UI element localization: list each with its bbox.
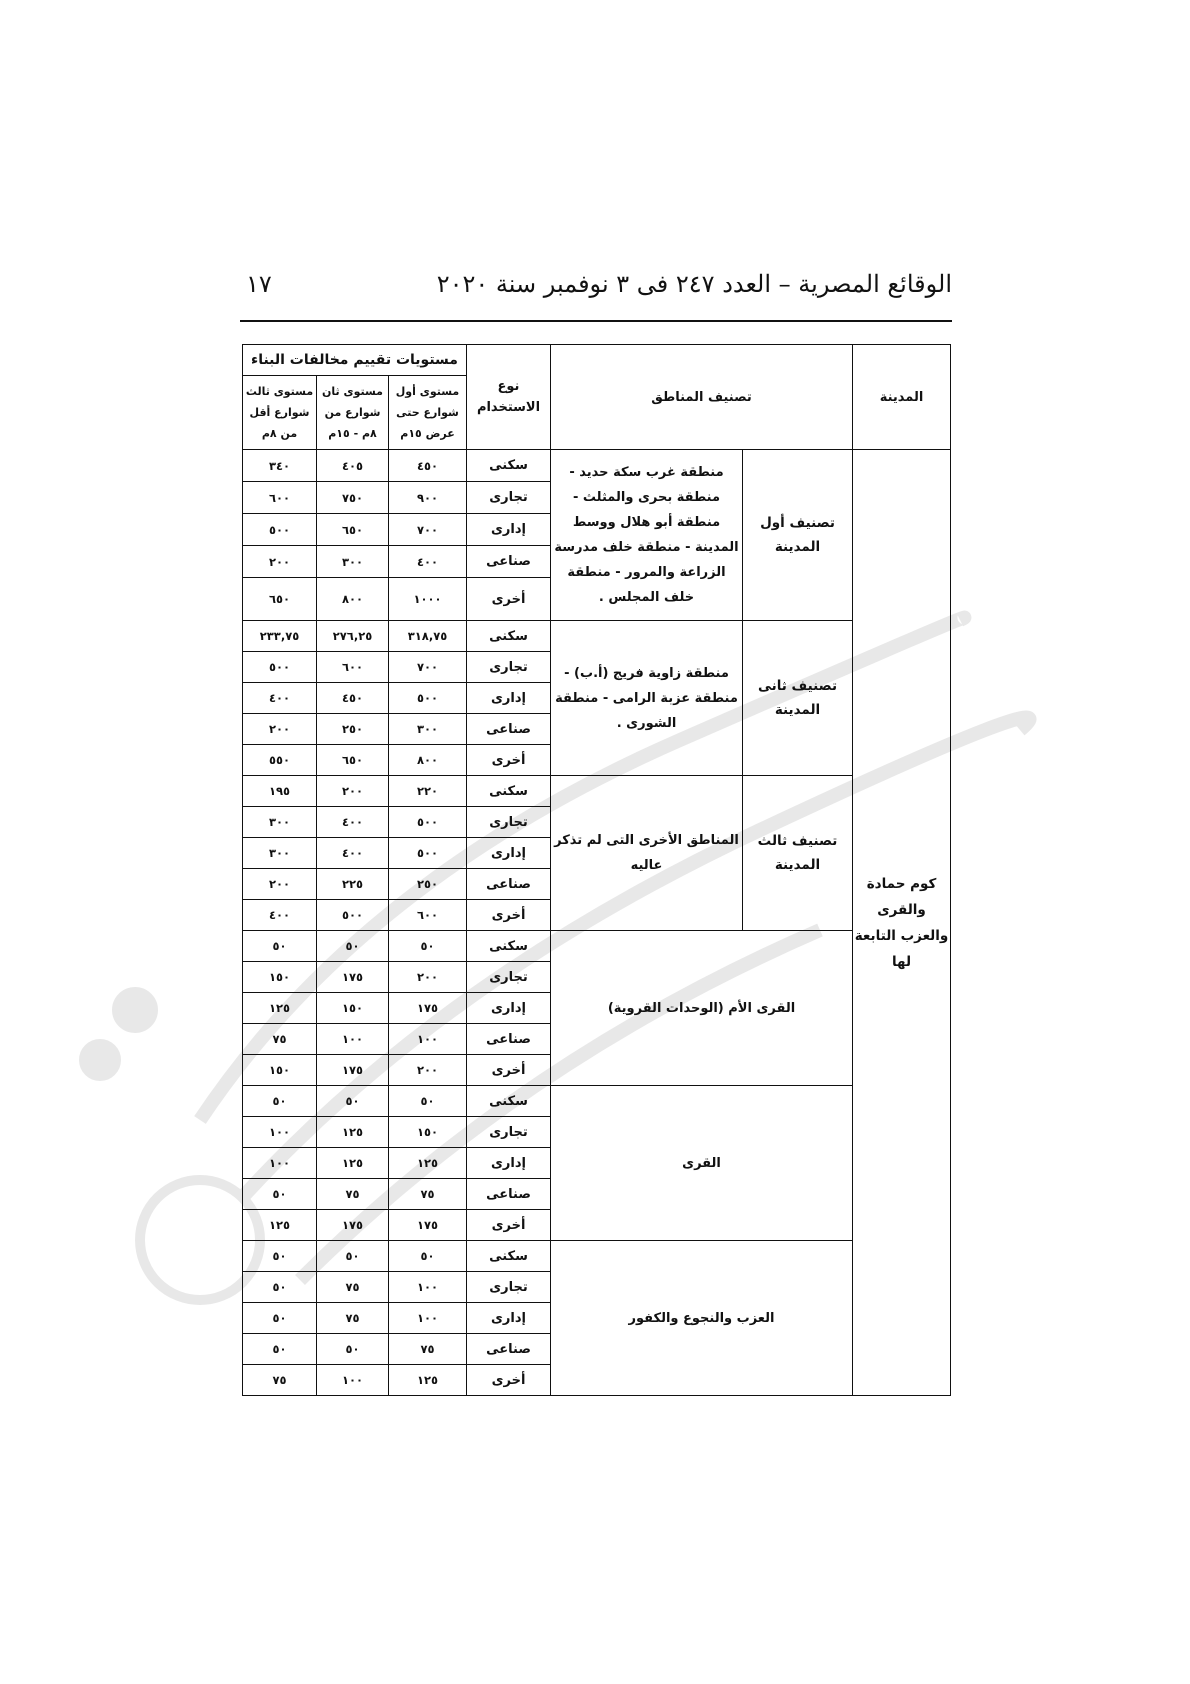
- gazette-title: الوقائع المصرية – العدد ٢٤٧ فى ٣ نوفمبر سنة ٢٠٢٠: [436, 270, 952, 298]
- zone-classification: تصنيف أول المدينة: [743, 450, 853, 621]
- level-1-value: ١٢٥: [389, 1365, 467, 1396]
- level-1-value: ٢٠٠: [389, 962, 467, 993]
- level-3-value: ٥٠: [243, 931, 317, 962]
- level-3-value: ٦٠٠: [243, 482, 317, 514]
- level-1-value: ٤٥٠: [389, 450, 467, 482]
- level-2-value: ٧٥: [317, 1179, 389, 1210]
- city-name: كوم حمادة والقرى والعزب التابعة لها: [853, 450, 951, 1396]
- use-type-cell: سكنى: [467, 450, 551, 482]
- level-2-value: ٦٥٠: [317, 745, 389, 776]
- level-3-value: ١٥٠: [243, 962, 317, 993]
- level-1-value: ٢٢٠: [389, 776, 467, 807]
- level-3-value: ٥٠: [243, 1179, 317, 1210]
- level-2-value: ٢٥٠: [317, 714, 389, 745]
- use-type-cell: سكنى: [467, 776, 551, 807]
- header-city: المدينة: [853, 345, 951, 450]
- level-3-value: ٥٠: [243, 1241, 317, 1272]
- level-3-value: ٥٠٠: [243, 514, 317, 546]
- use-type-cell: أخرى: [467, 1055, 551, 1086]
- table-row: [243, 1241, 951, 1272]
- zone-areas: القرى الأم (الوحدات القروية): [551, 931, 853, 1086]
- level-2-value: ٥٠: [317, 1334, 389, 1365]
- level-3-value: ٣٠٠: [243, 807, 317, 838]
- level-1-value: ٩٠٠: [389, 482, 467, 514]
- use-type-cell: تجارى: [467, 807, 551, 838]
- level-3-value: ١٠٠: [243, 1117, 317, 1148]
- use-type-cell: تجارى: [467, 1272, 551, 1303]
- level-2-value: ١٠٠: [317, 1365, 389, 1396]
- level-3-value: ٢٠٠: [243, 869, 317, 900]
- level-3-value: ٣٤٠: [243, 450, 317, 482]
- use-type-cell: تجارى: [467, 1117, 551, 1148]
- level-1-value: ٢٠٠: [389, 1055, 467, 1086]
- use-type-cell: تجارى: [467, 482, 551, 514]
- level-2-value: ١٠٠: [317, 1024, 389, 1055]
- use-type-cell: إدارى: [467, 838, 551, 869]
- use-type-cell: إدارى: [467, 1148, 551, 1179]
- level-1-value: ١٧٥: [389, 993, 467, 1024]
- header-level-3: مستوى ثالث شوارع أقل من ٨م: [243, 376, 317, 450]
- use-type-cell: صناعى: [467, 1024, 551, 1055]
- level-2-value: ٢٧٦,٢٥: [317, 621, 389, 652]
- use-type-cell: أخرى: [467, 900, 551, 931]
- level-1-value: ٥٠: [389, 931, 467, 962]
- header-zones: تصنيف المناطق: [551, 345, 853, 450]
- level-3-value: ١٢٥: [243, 1210, 317, 1241]
- use-type-cell: صناعى: [467, 1179, 551, 1210]
- level-2-value: ٢٠٠: [317, 776, 389, 807]
- header-levels-group: مستويات تقييم مخالفات البناء: [243, 345, 467, 376]
- header-level-2: مستوى ثان شوارع من ٨م - ١٥م: [317, 376, 389, 450]
- use-type-cell: إدارى: [467, 993, 551, 1024]
- level-2-value: ٧٥: [317, 1272, 389, 1303]
- level-2-value: ٢٢٥: [317, 869, 389, 900]
- table-row: [243, 931, 951, 962]
- level-2-value: ٧٥: [317, 1303, 389, 1334]
- level-2-value: ١٥٠: [317, 993, 389, 1024]
- level-2-value: ٥٠٠: [317, 900, 389, 931]
- use-type-cell: تجارى: [467, 962, 551, 993]
- zone-areas: المناطق الأخرى التى لم تذكر عاليه: [551, 776, 743, 931]
- use-type-cell: تجارى: [467, 652, 551, 683]
- level-2-value: ١٧٥: [317, 1055, 389, 1086]
- level-1-value: ١٠٠: [389, 1303, 467, 1334]
- use-type-cell: أخرى: [467, 745, 551, 776]
- level-2-value: ٤٥٠: [317, 683, 389, 714]
- level-3-value: ٥٠: [243, 1086, 317, 1117]
- level-3-value: ٧٥: [243, 1024, 317, 1055]
- zone-classification: تصنيف ثانى المدينة: [743, 621, 853, 776]
- table-row: [243, 1086, 951, 1117]
- use-type-cell: سكنى: [467, 621, 551, 652]
- zone-areas: منطقة غرب سكة حديد - منطقة بحرى والمثلث - منطقة أبو هلال ووسط المدينة - منطقة خلف مدرسة الزراعة والمرور - منطقة خلف المجلس .: [551, 450, 743, 621]
- level-3-value: ١٠٠: [243, 1148, 317, 1179]
- level-2-value: ٤٠٠: [317, 807, 389, 838]
- level-1-value: ٦٠٠: [389, 900, 467, 931]
- use-type-cell: أخرى: [467, 578, 551, 621]
- level-1-value: ٣٠٠: [389, 714, 467, 745]
- level-3-value: ٥٠: [243, 1303, 317, 1334]
- page-number: ١٧: [246, 270, 272, 298]
- level-1-value: ١٠٠٠: [389, 578, 467, 621]
- level-2-value: ١٢٥: [317, 1148, 389, 1179]
- zone-areas: القرى: [551, 1086, 853, 1241]
- level-2-value: ٤٠٠: [317, 838, 389, 869]
- level-3-value: ٢٣٣,٧٥: [243, 621, 317, 652]
- use-type-cell: أخرى: [467, 1210, 551, 1241]
- zone-areas: العزب والنجوع والكفور: [551, 1241, 853, 1396]
- use-type-cell: صناعى: [467, 546, 551, 578]
- level-3-value: ١٥٠: [243, 1055, 317, 1086]
- level-2-value: ٥٠: [317, 931, 389, 962]
- level-2-value: ٣٠٠: [317, 546, 389, 578]
- use-type-cell: إدارى: [467, 514, 551, 546]
- zone-classification: تصنيف ثالث المدينة: [743, 776, 853, 931]
- level-2-value: ١٧٥: [317, 1210, 389, 1241]
- level-2-value: ٦٥٠: [317, 514, 389, 546]
- level-2-value: ٨٠٠: [317, 578, 389, 621]
- level-3-value: ٥٠: [243, 1272, 317, 1303]
- level-2-value: ٧٥٠: [317, 482, 389, 514]
- level-3-value: ٧٥: [243, 1365, 317, 1396]
- header-use-type: نوع الاستخدام: [467, 345, 551, 450]
- level-3-value: ٣٠٠: [243, 838, 317, 869]
- use-type-cell: صناعى: [467, 1334, 551, 1365]
- table-row: [243, 450, 951, 482]
- level-1-value: ٧٠٠: [389, 652, 467, 683]
- level-1-value: ٧٠٠: [389, 514, 467, 546]
- level-1-value: ٨٠٠: [389, 745, 467, 776]
- level-2-value: ٦٠٠: [317, 652, 389, 683]
- level-3-value: ٥٠: [243, 1334, 317, 1365]
- violations-table: [242, 344, 951, 1396]
- level-1-value: ١٠٠: [389, 1024, 467, 1055]
- use-type-cell: صناعى: [467, 714, 551, 745]
- level-1-value: ١٥٠: [389, 1117, 467, 1148]
- level-2-value: ١٢٥: [317, 1117, 389, 1148]
- table-row: [243, 776, 951, 807]
- level-3-value: ٥٠٠: [243, 652, 317, 683]
- header-divider: [240, 320, 952, 322]
- use-type-cell: صناعى: [467, 869, 551, 900]
- level-1-value: ٣١٨,٧٥: [389, 621, 467, 652]
- zone-areas: منطقة زاوية فريج (أ.ب) - منطقة عزبة الرامى - منطقة الشورى .: [551, 621, 743, 776]
- level-3-value: ١٢٥: [243, 993, 317, 1024]
- level-3-value: ٥٥٠: [243, 745, 317, 776]
- use-type-cell: سكنى: [467, 1086, 551, 1117]
- level-3-value: ١٩٥: [243, 776, 317, 807]
- level-3-value: ٢٠٠: [243, 546, 317, 578]
- level-1-value: ١٢٥: [389, 1148, 467, 1179]
- level-1-value: ٧٥: [389, 1179, 467, 1210]
- use-type-cell: سكنى: [467, 1241, 551, 1272]
- level-1-value: ٥٠: [389, 1241, 467, 1272]
- use-type-cell: إدارى: [467, 1303, 551, 1334]
- level-1-value: ٥٠٠: [389, 807, 467, 838]
- level-2-value: ٤٠٥: [317, 450, 389, 482]
- use-type-cell: سكنى: [467, 931, 551, 962]
- level-3-value: ٤٠٠: [243, 683, 317, 714]
- level-2-value: ٥٠: [317, 1086, 389, 1117]
- header-level-1: مستوى أول شوارع حتى عرض ١٥م: [389, 376, 467, 450]
- level-1-value: ١٧٥: [389, 1210, 467, 1241]
- level-1-value: ١٠٠: [389, 1272, 467, 1303]
- table-row: [243, 621, 951, 652]
- level-3-value: ٢٠٠: [243, 714, 317, 745]
- use-type-cell: إدارى: [467, 683, 551, 714]
- level-3-value: ٤٠٠: [243, 900, 317, 931]
- level-1-value: ٥٠٠: [389, 838, 467, 869]
- use-type-cell: أخرى: [467, 1365, 551, 1396]
- level-1-value: ٧٥: [389, 1334, 467, 1365]
- level-3-value: ٦٥٠: [243, 578, 317, 621]
- level-2-value: ١٧٥: [317, 962, 389, 993]
- level-1-value: ٢٥٠: [389, 869, 467, 900]
- level-1-value: ٥٠: [389, 1086, 467, 1117]
- level-1-value: ٥٠٠: [389, 683, 467, 714]
- page-header: [240, 270, 952, 318]
- level-2-value: ٥٠: [317, 1241, 389, 1272]
- level-1-value: ٤٠٠: [389, 546, 467, 578]
